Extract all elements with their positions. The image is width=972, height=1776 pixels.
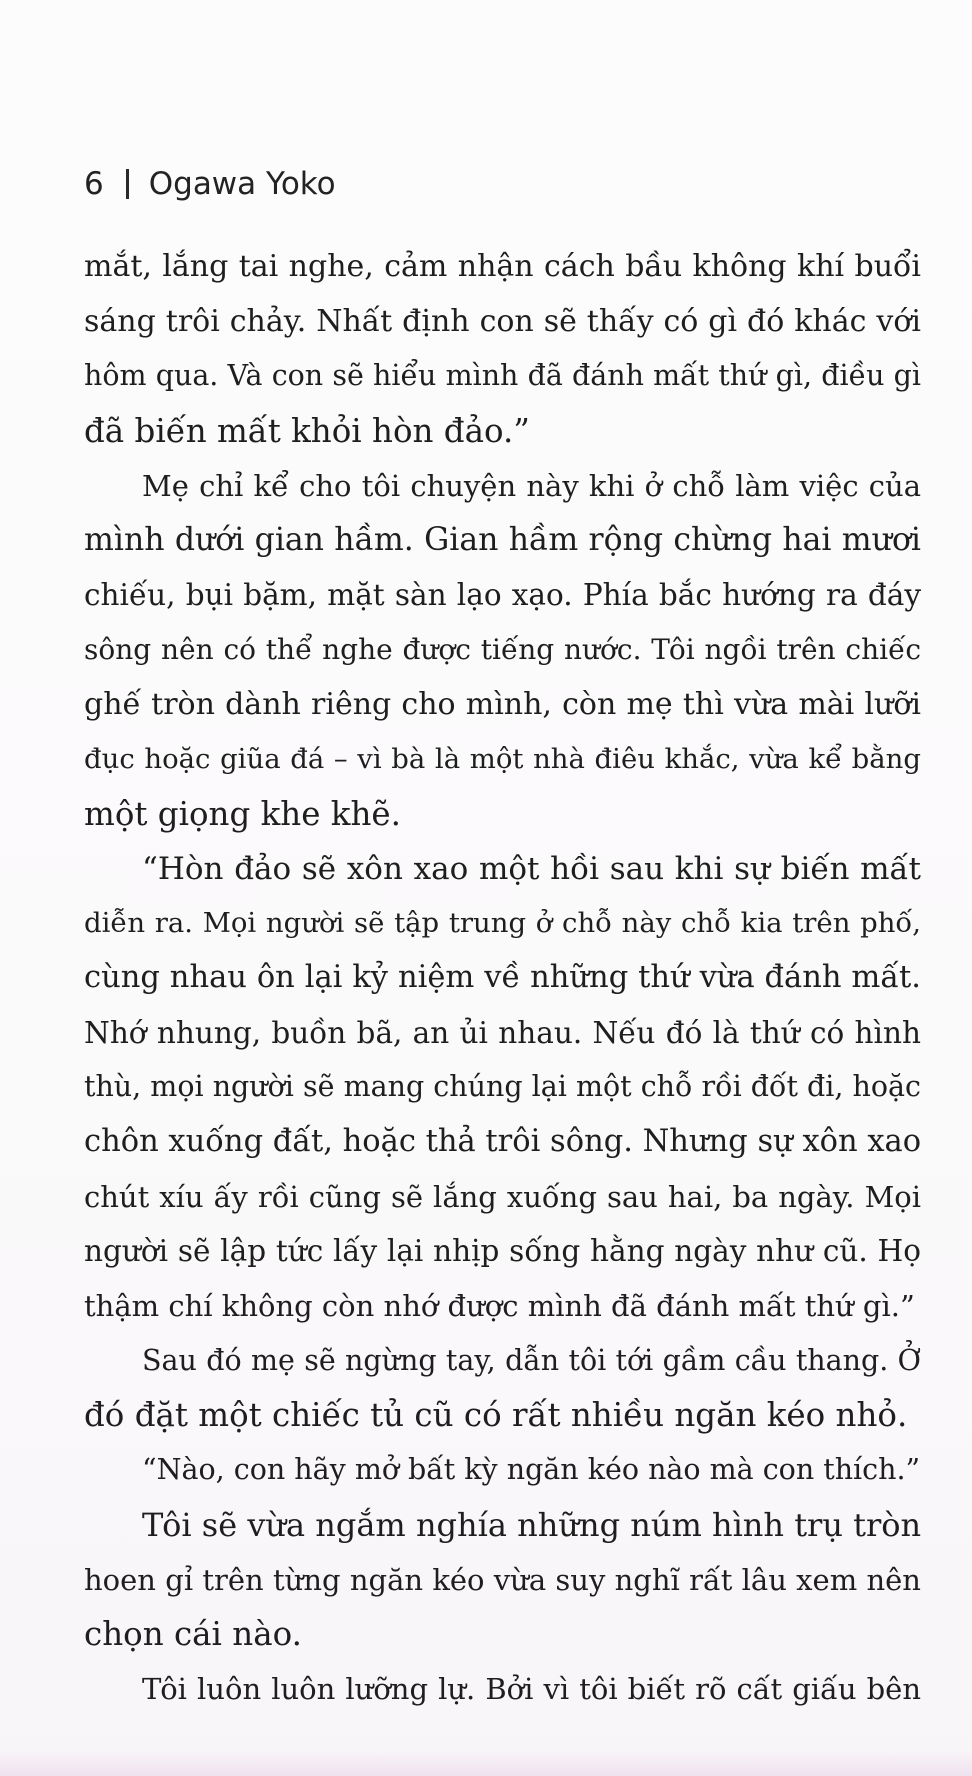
text-line: Mẹ chỉ kể cho tôi chuyện này khi ở chỗ làm việc của: [142, 468, 921, 503]
text-line: chút xíu ấy rồi cũng sẽ lắng xuống sau hai, ba ngày. Mọi: [84, 1179, 921, 1214]
body-text: [84, 240, 921, 1717]
text-line: hoen gỉ trên từng ngăn kéo vừa suy nghĩ rất lâu xem nên: [84, 1562, 921, 1597]
text-line: Nhớ nhung, buồn bã, an ủi nhau. Nếu đó là thứ có hình: [84, 1015, 921, 1050]
text-line: chôn xuống đất, hoặc thả trôi sông. Nhưng sự xôn xao: [84, 1124, 921, 1159]
text-line: chiếu, bụi bặm, mặt sàn lạo xạo. Phía bắc hướng ra đáy: [84, 578, 921, 613]
text-line: đục hoặc giũa đá – vì bà là một nhà điêu khắc, vừa kể bằng: [84, 743, 921, 776]
text-line: Tôi luôn luôn lưỡng lự. Bởi vì tôi biết rõ cất giấu bên: [142, 1671, 921, 1706]
text-line: sáng trôi chảy. Nhất định con sẽ thấy có gì đó khác với: [84, 303, 921, 339]
page-bottom-edge: [0, 1750, 972, 1776]
text-line: mắt, lắng tai nghe, cảm nhận cách bầu không khí buổi: [84, 249, 921, 284]
text-line: sông nên có thể nghe được tiếng nước. Tôi ngồi trên chiếc: [84, 632, 921, 666]
page-number: 6: [84, 166, 104, 202]
author-name: Ogawa Yoko: [148, 166, 336, 202]
text-line: “Hòn đảo sẽ xôn xao một hồi sau khi sự biến mất: [142, 850, 921, 887]
text-line: mình dưới gian hầm. Gian hầm rộng chừng hai mươi: [84, 522, 921, 559]
text-line: ghế tròn dành riêng cho mình, còn mẹ thì vừa mài lưỡi: [84, 686, 921, 722]
text-line: hôm qua. Và con sẽ hiểu mình đã đánh mất thứ gì, điều gì: [84, 359, 921, 393]
text-line: thù, mọi người sẽ mang chúng lại một chỗ rồi đốt đi, hoặc: [84, 1070, 921, 1104]
text-line: thậm chí không còn nhớ được mình đã đánh mất thứ gì.”: [84, 1289, 915, 1324]
text-line: đã biến mất khỏi hòn đảo.”: [84, 412, 530, 451]
text-line: đó đặt một chiếc tủ cũ có rất nhiều ngăn kéo nhỏ.: [84, 1396, 908, 1435]
header-separator: [126, 169, 129, 199]
text-line: chọn cái nào.: [84, 1615, 302, 1654]
text-line: diễn ra. Mọi người sẽ tập trung ở chỗ này chỗ kia trên phố,: [84, 907, 921, 940]
text-line: Tôi sẽ vừa ngắm nghía những núm hình trụ tròn: [142, 1505, 921, 1544]
running-head: [84, 166, 336, 202]
text-line: Sau đó mẹ sẽ ngừng tay, dẫn tôi tới gầm cầu thang. Ở: [142, 1343, 921, 1377]
text-line: “Nào, con hãy mở bất kỳ ngăn kéo nào mà con thích.”: [142, 1453, 921, 1487]
text-line: cùng nhau ôn lại kỷ niệm về những thứ vừa đánh mất.: [84, 959, 921, 995]
text-line: một giọng khe khẽ.: [84, 794, 401, 833]
text-line: người sẽ lập tức lấy lại nhịp sống hằng ngày như cũ. Họ: [84, 1234, 921, 1269]
